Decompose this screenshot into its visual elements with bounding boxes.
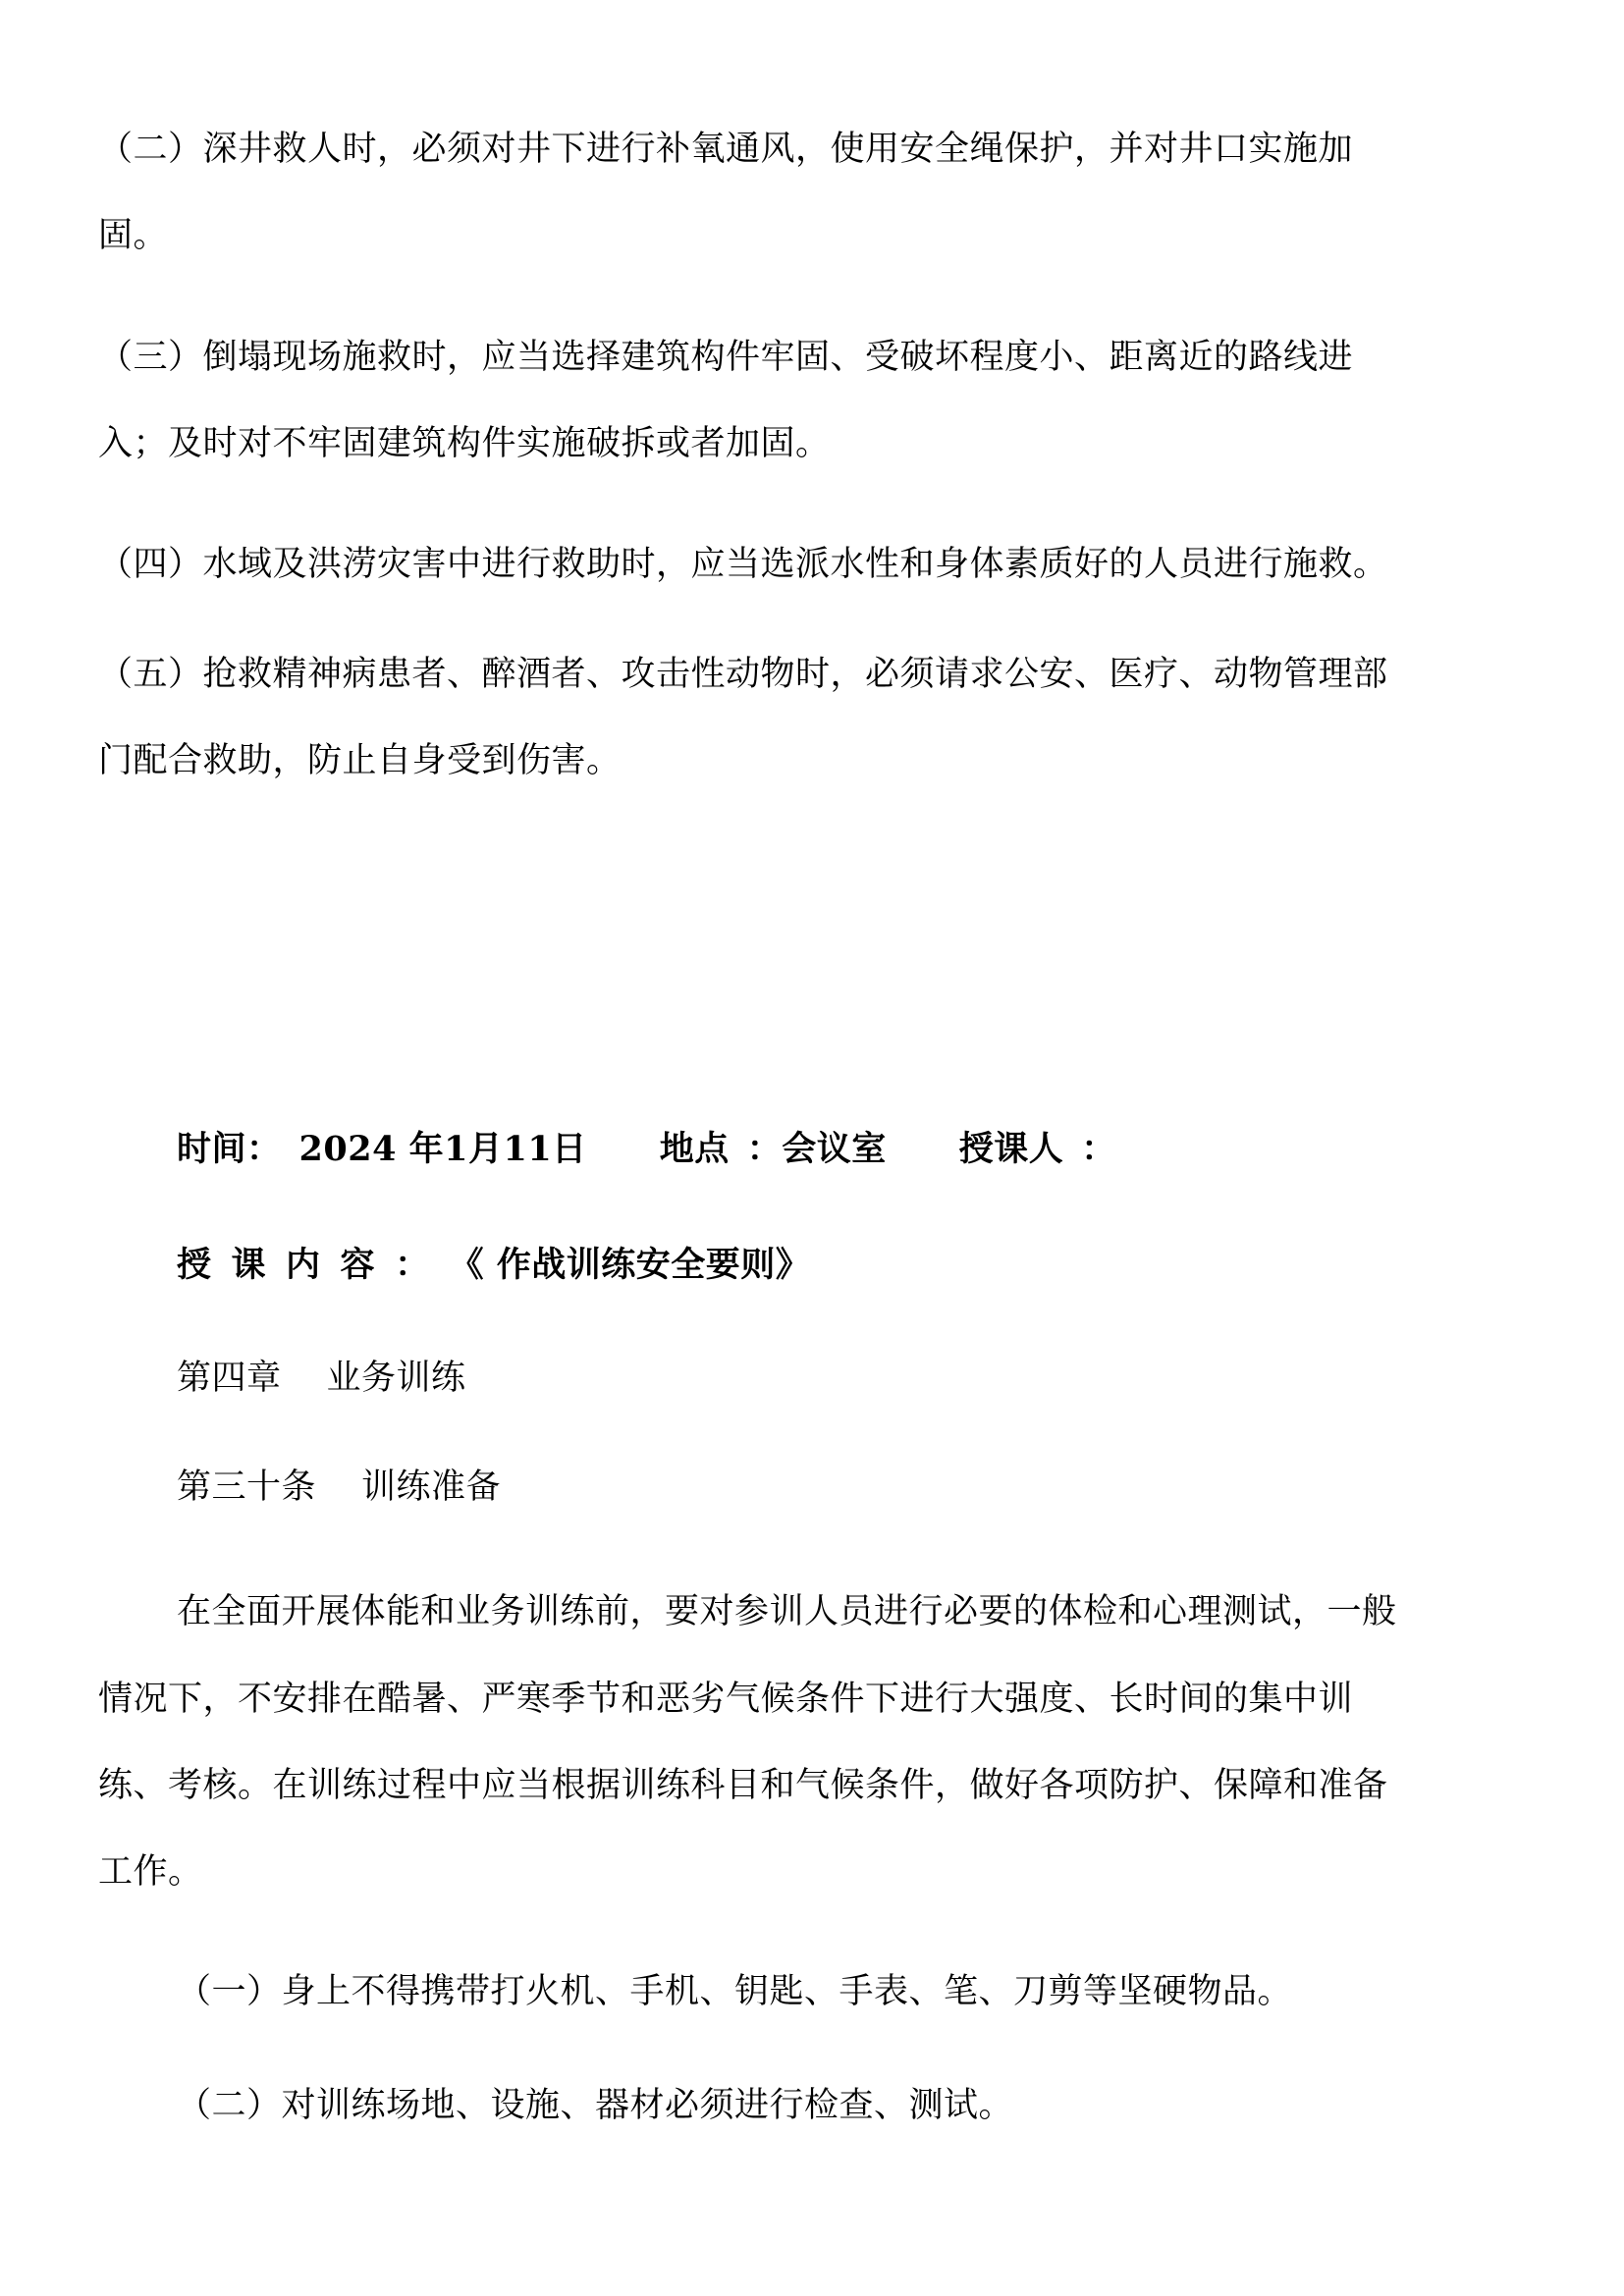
course-label-char-4: 容 bbox=[340, 1245, 376, 1285]
item-2-line-2: 固。 bbox=[98, 216, 169, 255]
course-label-char-2: 课 bbox=[231, 1245, 267, 1285]
course-content bbox=[177, 1244, 810, 1287]
body-line-2: 情况下，不安排在酷暑、严寒季节和恶劣气候条件下进行大强度、长时间的集中训 bbox=[98, 1680, 1354, 1719]
item-2-line-1: （二）深井救人时，必须对井下进行补氧通风，使用安全绳保护，并对井口实施加 bbox=[98, 130, 1354, 169]
item-4-line-1: （四）水域及洪涝灾害中进行救助时，应当选派水性和身体素质好的人员进行施救。 bbox=[98, 545, 1388, 584]
item-3-line-2: 入；及时对不牢固建筑构件实施破拆或者加固。 bbox=[98, 424, 831, 463]
location-value: ：会议室 bbox=[746, 1129, 887, 1169]
article-heading bbox=[177, 1466, 501, 1509]
course-label-char-1: 授 bbox=[177, 1245, 212, 1285]
meeting-header bbox=[177, 1128, 1116, 1171]
chapter-number: 第四章 bbox=[177, 1359, 282, 1398]
course-label-colon: ： bbox=[395, 1245, 430, 1285]
chapter-heading bbox=[177, 1357, 466, 1400]
item-5-line-2: 门配合救助，防止自身受到伤害。 bbox=[98, 741, 622, 780]
lecturer-label: 授课人 bbox=[958, 1129, 1064, 1169]
article-number: 第三十条 bbox=[177, 1468, 317, 1507]
bottom-item-2: （二）对训练场地、设施、器材必须进行检查、测试。 bbox=[177, 2086, 1014, 2125]
time-label: 时间： bbox=[177, 1129, 282, 1169]
chapter-name: 业务训练 bbox=[326, 1359, 466, 1398]
article-name: 训练准备 bbox=[361, 1468, 502, 1507]
location-label: 地点 bbox=[659, 1129, 730, 1169]
item-3-line-1: （三）倒塌现场施救时，应当选择建筑构件牢固、受破坏程度小、距离近的路线进 bbox=[98, 338, 1354, 377]
body-line-1: 在全面开展体能和业务训练前，要对参训人员进行必要的体检和心理测试，一般 bbox=[177, 1592, 1397, 1631]
lecturer-value: ： bbox=[1081, 1129, 1116, 1169]
item-5-line-1: （五）抢救精神病患者、醉酒者、攻击性动物时，必须请求公安、医疗、动物管理部 bbox=[98, 655, 1388, 694]
course-label-char-3: 内 bbox=[286, 1245, 321, 1285]
body-line-4: 工作。 bbox=[98, 1852, 203, 1892]
course-title: 《 作战训练安全要则》 bbox=[449, 1245, 811, 1285]
bottom-item-1: （一）身上不得携带打火机、手机、钥匙、手表、笔、刀剪等坚硬物品。 bbox=[177, 1972, 1293, 2011]
body-line-3: 练、考核。在训练过程中应当根据训练科目和气候条件，做好各项防护、保障和准备 bbox=[98, 1766, 1388, 1805]
time-value: 2024 年1月11日 bbox=[298, 1129, 587, 1169]
